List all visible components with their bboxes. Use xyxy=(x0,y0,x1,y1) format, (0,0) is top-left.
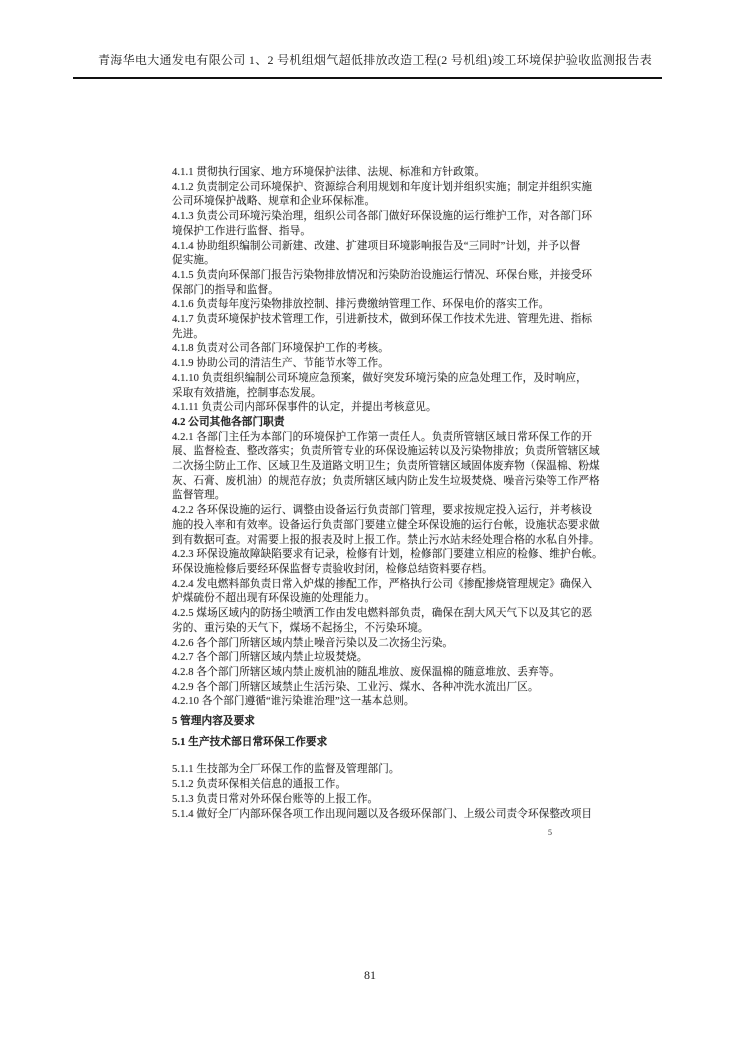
body-line: 先进。 xyxy=(172,328,205,340)
body-line: 4.1.9 协助公司的清洁生产、节能节水等工作。 xyxy=(172,358,389,370)
body-line: 4.1.10 负责组织编制公司环境应急预案，做好突发环境污染的应急处理工作，及时响应， xyxy=(172,372,587,384)
body-line: 4.2.3 环保设施故障缺陷要求有记录，检修有计划，检修部门要建立相应的检修、维护台帐。 xyxy=(172,549,603,561)
body-line: 4.2.6 各个部门所辖区域内禁止噪音污染以及二次扬尘污染。 xyxy=(172,637,454,649)
body-line: 5.1.4 做好全厂内部环保各项工作出现问题以及各级环保部门、上级公司责令环保整改项目 xyxy=(172,808,593,820)
body-line: 展、监督检查、整改落实；负责所管专业的环保设施运转以及污染物排放；负责所管辖区域 xyxy=(172,446,600,458)
embedded-page-number: 5 xyxy=(548,828,552,837)
document-body xyxy=(172,166,602,822)
body-line: 环保设施检修后要经环保监督专责验收封闭，检修总结资料要存档。 xyxy=(172,563,493,575)
footer-page-number: 81 xyxy=(364,968,376,982)
body-line: 施的投入率和有效率。设备运行负责部门要建立健全环保设施的运行台帐，设施状态要求做 xyxy=(172,519,600,531)
body-line: 境保护工作进行监督、指导。 xyxy=(172,225,312,237)
body-line: 公司环境保护战略、规章和企业环保标准。 xyxy=(172,196,376,208)
body-line: 4.1.5 负责向环保部门报告污染物排放情况和污染防治设施运行情况、环保台账，并接受环 xyxy=(172,269,593,281)
body-line: 4.2.8 各个部门所辖区域内禁止废机油的随乱堆放、废保温棉的随意堆放、丢弃等。 xyxy=(172,666,561,678)
header-title: 青海华电大通发电有限公司 1、2 号机组烟气超低排放改造工程(2 号机组)竣工环境保护验收监测报告表 xyxy=(98,53,652,67)
body-line: 4.2.4 发电燃料部负责日常入炉煤的掺配工作，严格执行公司《掺配掺烧管理规定》确保入 xyxy=(172,578,593,590)
body-line: 4.1.1 贯彻执行国家、地方环境保护法律、法规、标准和方针政策。 xyxy=(172,167,486,178)
body-line: 4.2.10 各个部门遵循“谁污染谁治理”这一基本总则。 xyxy=(172,696,415,708)
body-line: 4.1.4 协助组织编制公司新建、改建、扩建项目环境影响报告及“三同时”计划，并予以督 xyxy=(172,240,581,252)
body-line: 监督管理。 xyxy=(172,490,226,502)
body-line: 劣的、重污染的天气下，煤场不起扬尘，不污染环境。 xyxy=(172,622,429,634)
body-line: 炉煤硫份不超出现有环保设施的处理能力。 xyxy=(172,593,376,605)
heading-line: 4.2 公司其他各部门职责 xyxy=(172,416,285,428)
body-line: 4.1.2 负责制定公司环境保护、资源综合利用规划和年度计划并组织实施；制定并组织实施 xyxy=(172,181,593,193)
body-line: 5.1.3 负责日常对外环保台账等的上报工作。 xyxy=(172,793,379,805)
body-line: 保部门的指导和监督。 xyxy=(172,284,279,296)
body-line: 4.2.2 各环保设施的运行、调整由设备运行负责部门管理，要求按规定投入运行，并考核设 xyxy=(172,505,593,517)
body-line: 4.2.1 各部门主任为本部门的环境保护工作第一责任人。负责所管辖区域日常环保工作的开 xyxy=(172,431,593,443)
body-line: 4.1.8 负责对公司各部门环境保护工作的考核。 xyxy=(172,343,389,355)
heading-line: 5 管理内容及要求 xyxy=(172,716,256,728)
header-rule xyxy=(73,77,662,79)
body-line: 4.1.7 负责环境保护技术管理工作，引进新技术，做到环保工作技术先进、管理先进、指标 xyxy=(172,314,593,326)
body-line: 4.1.3 负责公司环境污染治理，组织公司各部门做好环保设施的运行维护工作，对各部门环 xyxy=(172,211,593,223)
heading-line: 5.1 生产技术部日常环保工作要求 xyxy=(172,736,328,748)
body-line: 灰、石膏、废机油）的规范存放；负责所辖区域内防止发生垃圾焚烧、噪音污染等工作严格 xyxy=(172,475,600,487)
body-line: 采取有效措施，控制事态发展。 xyxy=(172,387,322,399)
body-line: 4.2.7 各个部门所辖区域内禁止垃圾焚烧。 xyxy=(172,652,368,664)
body-line: 到有数据可查。对需要上报的报表及时上报工作。禁止污水站未经处理合格的水私自外排。 xyxy=(172,534,600,546)
body-line: 4.1.11 负责公司内部环保事件的认定，并提出考核意见。 xyxy=(172,402,437,414)
body-line: 5.1.2 负责环保相关信息的通报工作。 xyxy=(172,779,347,791)
body-line: 4.1.6 负责每年度污染物排放控制、排污费缴纳管理工作、环保电价的落实工作。 xyxy=(172,299,550,311)
body-line: 5.1.1 生技部为全厂环保工作的监督及管理部门。 xyxy=(172,764,400,776)
body-line: 4.2.5 煤场区域内的防扬尘喷洒工作由发电燃料部负责，确保在刮大风天气下以及其它的恶 xyxy=(172,608,593,620)
body-line: 促实施。 xyxy=(172,255,215,267)
body-line: 二次扬尘防止工作、区域卫生及道路文明卫生；负责所管辖区域固体废弃物（保温棉、粉煤 xyxy=(172,461,600,473)
body-line: 4.2.9 各个部门所辖区域禁止生活污染、工业污、煤水、各种冲洗水流出厂区。 xyxy=(172,681,539,693)
